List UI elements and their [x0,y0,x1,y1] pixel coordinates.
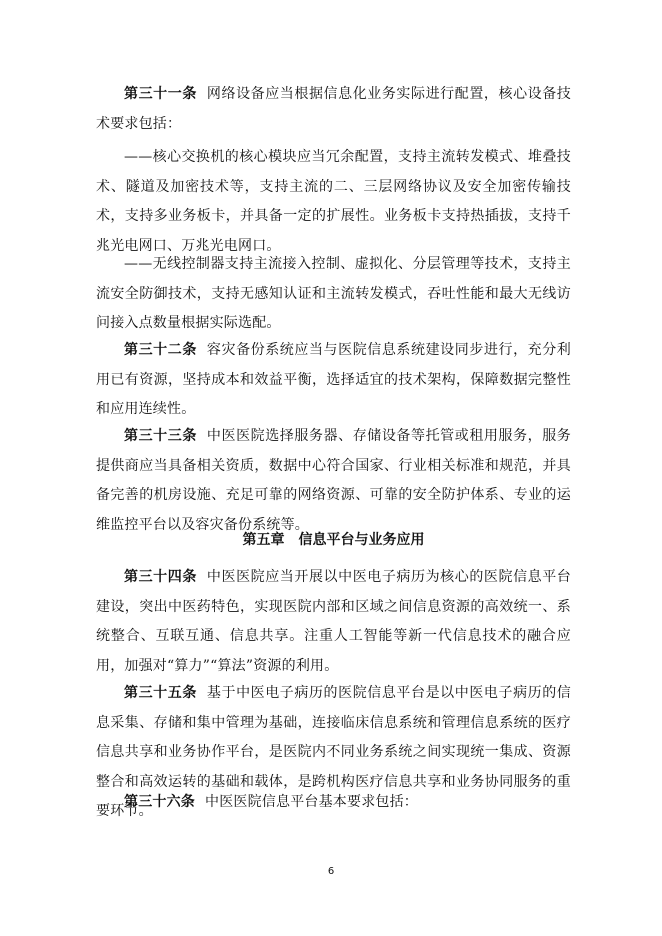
article-34 [96,563,571,681]
chapter-number: 第五章 [242,532,285,548]
article-text: 中医医院信息平台基本要求包括： [205,794,418,810]
item-text: ——无线控制器支持主流接入控制、虚拟化、分层管理等技术，支持主流安全防御技术，支持无感知认证和主流转发模式，吞吐性能和最大无线访问接入点数量根据实际选配。 [96,256,571,331]
article-text: 网络设备应当根据信息化业务实际进行配置，核心设备技术要求包括： [96,86,572,132]
article-number: 第三十三条 [124,428,197,444]
page-number: 6 [327,866,335,877]
article-number: 第三十四条 [124,569,197,585]
item-text: ——核心交换机的核心模块应当冗余配置，支持主流转发模式、堆叠技术、隧道及加密技术等，支持主流的二、三层网络协议及安全加密传输技术，支持多业务板卡，并具备一定的扩展性。业务板卡支持热插拔，支持千兆光电网口、万兆光电网口。 [96,149,571,254]
item-core-switch [96,143,571,261]
chapter-heading [96,530,571,550]
article-32 [96,336,571,425]
article-31 [96,80,571,139]
article-number: 第三十五条 [124,685,197,701]
article-text: 中医医院选择服务器、存储设备等托管或租用服务，服务提供商应当具备相关资质，数据中心符合国家、行业相关标准和规范，并具备完善的机房设施、充足可靠的网络资源、可靠的安全防护体系、专业的运维监控平台以及容灾备份系统等。 [96,428,572,533]
article-text: 基于中医电子病历的医院信息平台是以中医电子病历的信息采集、存储和集中管理为基础，连接临床信息系统和管理信息系统的医疗信息共享和业务协作平台，是医院内不同业务系统之间实现统一集成、资源整合和高效运转的基础和载体，是跨机构医疗信息共享和业务协同服务的重要环节。 [96,685,572,819]
article-text: 容灾备份系统应当与医院信息系统建设同步进行，充分利用已有资源，坚持成本和效益平衡，选择适宜的技术架构，保障数据完整性和应用连续性。 [96,342,572,417]
article-number: 第三十一条 [124,86,197,102]
article-text: 中医医院应当开展以中医电子病历为核心的医院信息平台建设，突出中医药特色，实现医院内部和区域之间信息资源的高效统一、系统整合、互联互通、信息共享。注重人工智能等新一代信息技术的融合应用，加强对“算力”“算法”资源的利用。 [96,569,572,674]
chapter-title: 信息平台与业务应用 [298,532,425,548]
article-number: 第三十二条 [124,342,197,358]
article-33 [96,422,571,540]
article-36 [96,788,571,818]
item-wireless-controller [96,250,571,339]
article-number: 第三十六条 [124,794,195,810]
